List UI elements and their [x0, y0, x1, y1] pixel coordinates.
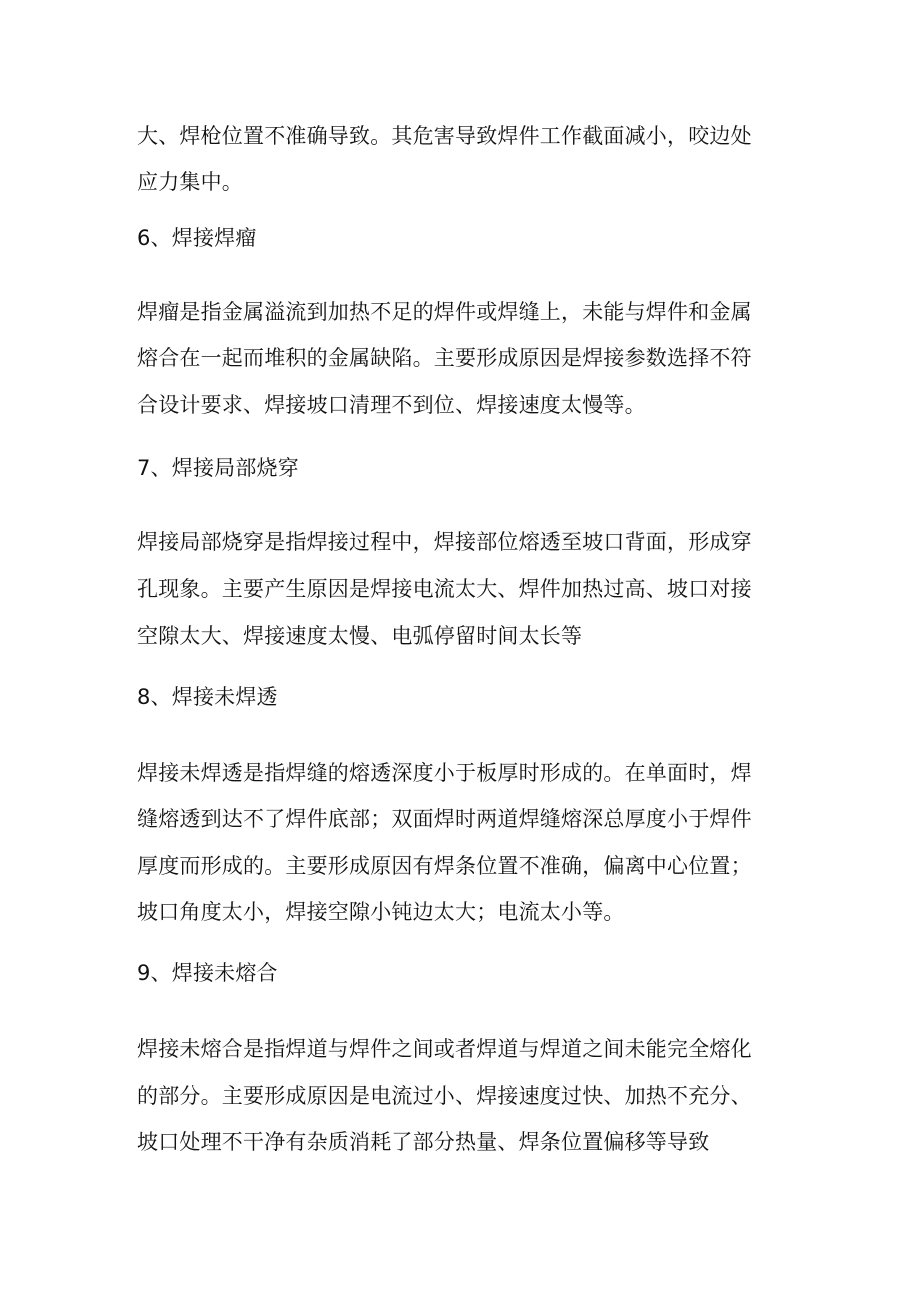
section-heading: 8、焊接未焊透 — [137, 685, 278, 709]
paragraph-line: 孔现象。主要产生原因是焊接电流太大、焊件加热过高、坡口对接 — [137, 577, 752, 601]
paragraph-line: 应力集中。 — [137, 170, 243, 194]
paragraph-line: 坡口角度太小，焊接空隙小钝边太大；电流太小等。 — [137, 900, 625, 924]
paragraph-line: 坡口处理不干净有杂质消耗了部分热量、焊条位置偏移等导致 — [137, 1130, 710, 1154]
paragraph-line: 焊接未熔合是指焊道与焊件之间或者焊道与焊道之间未能完全熔化 — [137, 1037, 752, 1061]
section-heading: 7、焊接局部烧穿 — [137, 456, 299, 480]
paragraph-line: 焊瘤是指金属溢流到加热不足的焊件或焊缝上，未能与焊件和金属 — [137, 300, 752, 324]
paragraph-line: 焊接未焊透是指焊缝的熔透深度小于板厚时形成的。在单面时，焊 — [137, 761, 752, 785]
paragraph-line: 缝熔透到达不了焊件底部；双面焊时两道焊缝熔深总厚度小于焊件 — [137, 807, 752, 831]
paragraph-line: 合设计要求、焊接坡口清理不到位、焊接速度太慢等。 — [137, 393, 646, 417]
paragraph-line: 焊接局部烧穿是指焊接过程中，焊接部位熔透至坡口背面，形成穿 — [137, 530, 752, 554]
paragraph-line: 大、焊枪位置不准确导致。其危害导致焊件工作截面减小，咬边处 — [137, 124, 752, 148]
paragraph-line: 空隙太大、焊接速度太慢、电弧停留时间太长等 — [137, 624, 583, 648]
paragraph-line: 厚度而形成的。主要形成原因有焊条位置不准确，偏离中心位置； — [137, 854, 752, 878]
paragraph-line: 的部分。主要形成原因是电流过小、焊接速度过快、加热不充分、 — [137, 1084, 752, 1108]
paragraph-line: 熔合在一起而堆积的金属缺陷。主要形成原因是焊接参数选择不符 — [137, 346, 752, 370]
section-heading: 6、焊接焊瘤 — [137, 226, 257, 250]
section-heading: 9、焊接未熔合 — [137, 961, 278, 985]
